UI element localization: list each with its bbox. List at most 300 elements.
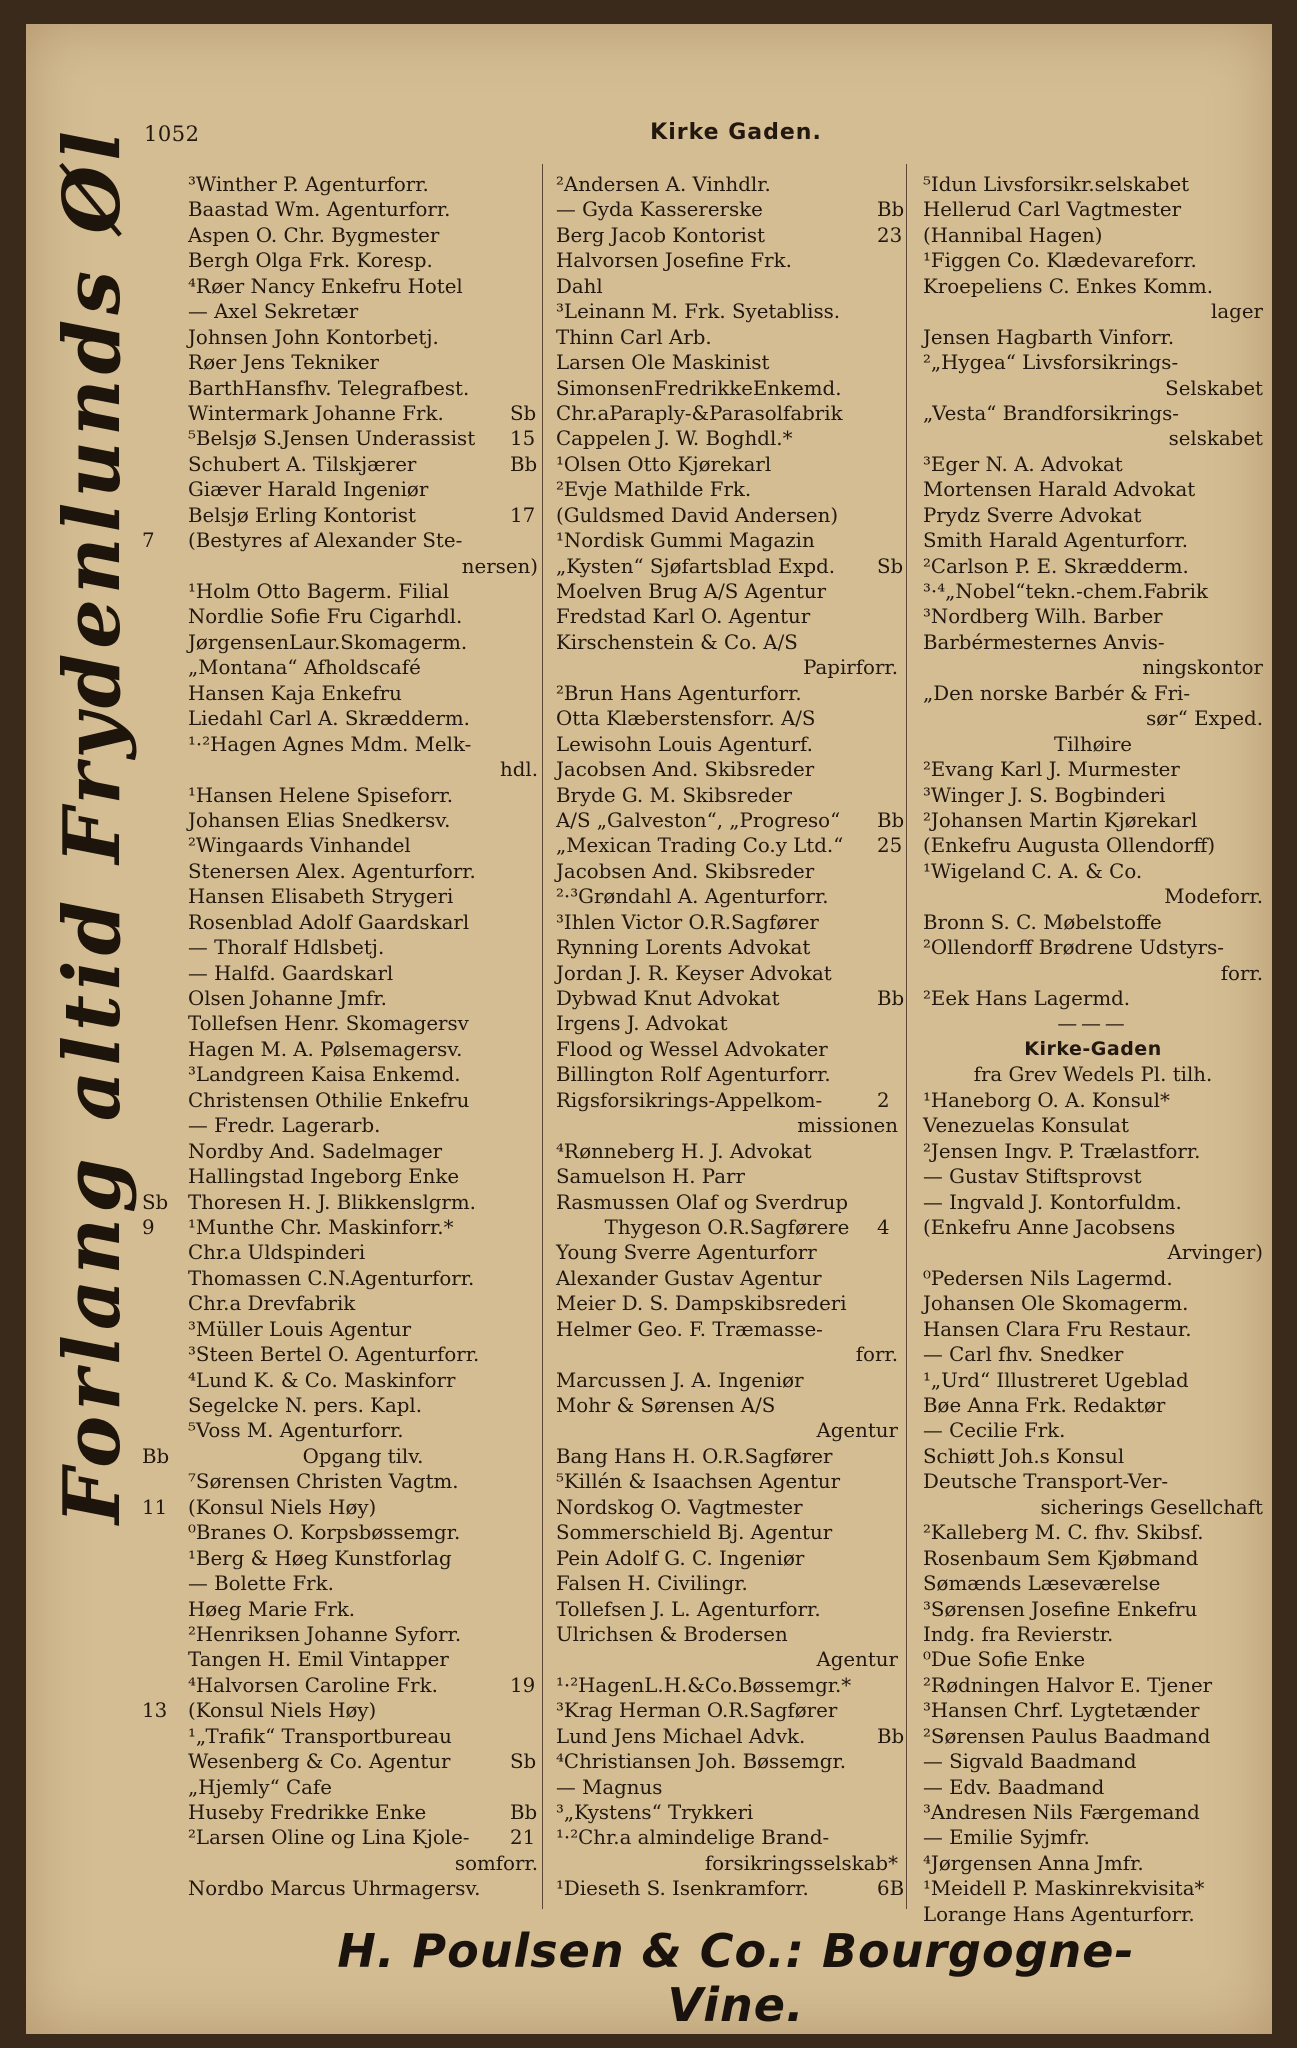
entry-text: Barbérmesternes Anvis- — [923, 630, 1165, 654]
entry-text: Venezuelas Konsulat — [923, 1114, 1129, 1138]
entry-text: BarthHansfhv. Telegrafbest. — [188, 376, 470, 400]
directory-entry — [188, 732, 538, 757]
entry-text: ³Leinann M. Frk. Syetabliss. — [556, 300, 841, 324]
entry-text: Hallingstad Ingeborg Enke — [188, 1165, 460, 1189]
directory-entry — [923, 401, 1263, 426]
entry-text: hdl. — [499, 758, 538, 782]
directory-entry — [188, 1088, 538, 1113]
entry-text: ²Wingaards Vinhandel — [188, 834, 411, 858]
entry-text: Berg Jacob Kontorist — [556, 223, 765, 247]
directory-entry — [923, 1597, 1263, 1622]
entry-text: forsikringsselskab* — [704, 1851, 898, 1875]
entry-text: Chr.a Uldspinderi — [188, 1241, 366, 1265]
directory-entry — [188, 197, 538, 222]
entry-text: Cappelen J. W. Boghdl.* — [556, 427, 793, 451]
entry-text: Ulrichsen & Brodersen — [556, 1622, 788, 1646]
directory-entry — [923, 1317, 1263, 1342]
directory-entry — [923, 1444, 1263, 1469]
directory-entry — [556, 1876, 898, 1901]
entry-text: ³Winther P. Agenturforr. — [188, 173, 429, 196]
entry-text: ²Sørensen Paulus Baadmand — [923, 1724, 1211, 1748]
entry-text: missionen — [797, 1114, 898, 1138]
entry-text: (Konsul Niels Høy) — [188, 1699, 377, 1723]
entry-text: ¹Munthe Chr. Maskinforr.* — [188, 1215, 454, 1239]
entry-text: Otta Klæberstensforr. A/S — [556, 707, 816, 731]
directory-entry — [556, 783, 898, 808]
directory-entry — [556, 1571, 898, 1596]
directory-entry — [923, 935, 1263, 960]
house-number: 9 — [142, 1215, 155, 1239]
directory-entry — [188, 401, 538, 426]
entry-text: Falsen H. Civilingr. — [556, 1572, 748, 1596]
entry-text: Johansen Ole Skomagerm. — [923, 1292, 1189, 1316]
directory-entry — [556, 910, 898, 935]
entry-text: Mohr & Sørensen A/S — [556, 1394, 776, 1417]
entry-text: ⁰Due Sofie Enke — [923, 1648, 1086, 1672]
entry-text: — Edv. Baadmand — [923, 1775, 1105, 1799]
directory-entry — [556, 1011, 898, 1036]
directory-entry — [923, 884, 1263, 909]
house-number: Bb — [877, 198, 905, 222]
entry-text: Halvorsen Josefine Frk. — [556, 249, 792, 273]
entry-text: (Hannibal Hagen) — [923, 223, 1103, 247]
entry-text: ³Andresen Nils Færgemand — [923, 1801, 1200, 1824]
entry-text: Kroepeliens C. Enkes Komm. — [923, 274, 1214, 298]
entry-text: Lund Jens Michael Advk. — [556, 1724, 806, 1748]
entry-text: Young Sverre Agenturforr — [556, 1241, 817, 1265]
house-number: Bb — [877, 1724, 905, 1748]
entry-text: — Thoralf Hdlsbetj. — [188, 936, 385, 960]
directory-entry — [923, 1698, 1263, 1723]
directory-entry — [923, 1011, 1263, 1036]
entry-text: Papirforr. — [803, 656, 898, 680]
directory-entry — [923, 248, 1263, 273]
entry-text: Belsjø Erling Kontorist — [188, 503, 416, 527]
entry-text: Fredstad Karl O. Agentur — [556, 605, 811, 629]
directory-entry — [142, 528, 538, 553]
entry-text: — Ingvald J. Kontorfuldm. — [923, 1190, 1182, 1214]
directory-entry — [188, 172, 538, 197]
entry-text: Flood og Wessel Advokater — [556, 1037, 828, 1061]
entry-text: Agentur — [816, 1648, 898, 1672]
entry-text: nersen) — [461, 554, 538, 578]
directory-entry — [877, 197, 1263, 222]
entry-text: ²Johansen Martin Kjørekarl — [923, 808, 1198, 832]
directory-entry — [556, 1342, 898, 1367]
entry-text: ¹Haneborg O. A. Konsul* — [923, 1088, 1170, 1112]
directory-entry — [556, 1368, 898, 1393]
directory-entry — [877, 1724, 1263, 1749]
directory-entry — [556, 1622, 898, 1647]
directory-column-1 — [142, 172, 538, 1902]
directory-entry — [188, 783, 538, 808]
directory-entry — [142, 1215, 538, 1240]
directory-entry — [188, 477, 538, 502]
entry-text: sicherings Gesellchaft — [1040, 1495, 1263, 1519]
entry-text: (Konsul Niels Høy) — [188, 1495, 377, 1519]
directory-entry — [556, 1393, 898, 1418]
entry-text: Modeforr. — [1164, 885, 1263, 909]
directory-entry — [510, 1749, 898, 1774]
directory-entry — [188, 833, 538, 858]
entry-text: Alexander Gustav Agentur — [556, 1266, 822, 1290]
house-number: Bb — [877, 808, 905, 832]
entry-text: „Den norske Barbér & Fri- — [923, 681, 1191, 705]
entry-text: (Bestyres af Alexander Ste- — [188, 529, 463, 553]
entry-text: ²„Hygea“ Livsforsikrings- — [923, 351, 1179, 375]
directory-entry — [556, 986, 898, 1011]
directory-entry — [923, 783, 1263, 808]
entry-text: ⁴Christiansen Joh. Bøssemgr. — [556, 1750, 847, 1774]
directory-entry — [556, 757, 898, 782]
entry-text: Bryde G. M. Skibsreder — [556, 783, 792, 807]
directory-entry — [877, 1088, 1263, 1113]
directory-entry — [923, 1520, 1263, 1545]
entry-text: „Mexican Trading Co.y Ltd.“ — [556, 834, 844, 858]
directory-column-3 — [877, 172, 1263, 1927]
entry-text: ¹Figgen Co. Klædevareforr. — [923, 249, 1197, 273]
entry-text: „Montana“ Afholdscafé — [188, 656, 421, 680]
directory-entry — [923, 1062, 1263, 1087]
column-divider — [906, 164, 907, 1909]
directory-entry — [188, 986, 538, 1011]
directory-entry — [556, 1037, 898, 1062]
house-number: 17 — [510, 503, 536, 527]
entry-text: ⁵Belsjø S.Jensen Underassist — [188, 427, 476, 451]
directory-entry — [188, 681, 538, 706]
directory-entry — [188, 376, 538, 401]
directory-entry — [188, 299, 538, 324]
entry-text: ⁴Jørgensen Anna Jmfr. — [923, 1851, 1144, 1875]
directory-entry — [877, 1876, 1263, 1901]
directory-entry — [556, 1597, 898, 1622]
entry-text: ²Evje Mathilde Frk. — [556, 478, 752, 502]
directory-entry — [556, 528, 898, 553]
directory-entry — [188, 706, 538, 731]
directory-entry — [923, 1190, 1263, 1215]
directory-entry — [556, 1495, 898, 1520]
directory-entry — [188, 1317, 538, 1342]
entry-text: — Cecilie Frk. — [923, 1419, 1066, 1443]
directory-entry — [923, 477, 1263, 502]
entry-text: ²Brun Hans Agenturforr. — [556, 681, 802, 705]
entry-text: Larsen Ole Maskinist — [556, 351, 770, 375]
directory-entry — [877, 554, 1263, 579]
entry-text: Dybwad Knut Advokat — [556, 987, 780, 1010]
directory-entry — [188, 1469, 538, 1494]
directory-entry — [510, 401, 898, 426]
entry-text: ¹Nordisk Gummi Magazin — [556, 529, 815, 553]
directory-entry — [556, 1062, 898, 1087]
directory-entry — [142, 1190, 538, 1215]
entry-text: Thygeson O.R.Sagførere — [604, 1215, 850, 1239]
house-number: 7 — [142, 529, 155, 553]
entry-text: — Magnus — [556, 1775, 663, 1799]
directory-entry — [923, 1775, 1263, 1800]
directory-entry — [188, 1546, 538, 1571]
entry-text: Arvinger) — [1167, 1241, 1263, 1265]
directory-entry — [142, 1495, 538, 1520]
directory-entry — [188, 655, 538, 680]
entry-text: Tollefsen Henr. Skomagersv — [188, 1012, 469, 1036]
entry-text: — Carl fhv. Snedker — [923, 1343, 1124, 1367]
entry-text: Bøe Anna Frk. Redaktør — [923, 1394, 1166, 1417]
directory-entry — [556, 1291, 898, 1316]
entry-text: „Vesta“ Brandforsikrings- — [923, 401, 1179, 425]
house-number: Bb — [877, 987, 905, 1010]
entry-text: ³Ihlen Victor O.R.Sagfører — [556, 910, 819, 934]
entry-text: fra Grev Wedels Pl. tilh. — [973, 1063, 1213, 1087]
directory-entry — [923, 1240, 1263, 1265]
footer-advertisement: H. Poulsen & Co.: Bourgogne-Vine. — [337, 1924, 1135, 2032]
entry-text: — Halfd. Gaardskarl — [188, 961, 394, 985]
directory-entry — [556, 197, 898, 222]
entry-text: A/S „Galveston“, „Progreso“ — [556, 808, 841, 832]
directory-entry — [188, 1800, 538, 1825]
directory-entry — [556, 1190, 898, 1215]
directory-entry — [923, 1368, 1263, 1393]
entry-text: Christensen Othilie Enkefru — [188, 1088, 470, 1112]
directory-entry — [510, 1673, 898, 1698]
directory-entry — [556, 655, 898, 680]
directory-entry — [188, 961, 538, 986]
entry-text: ¹„Trafik“ Transportbureau — [188, 1724, 452, 1748]
directory-entry — [556, 604, 898, 629]
entry-text: Moelven Brug A/S Agentur — [556, 580, 827, 603]
entry-text: Jacobsen And. Skibsreder — [556, 859, 815, 883]
side-advertisement: Forlang altid Frydenlunds Øl — [47, 126, 138, 1524]
directory-entry — [188, 1749, 538, 1774]
directory-entry — [188, 604, 538, 629]
directory-entry — [142, 1698, 538, 1723]
entry-text: ¹„Urd“ Illustreret Ugeblad — [923, 1368, 1189, 1392]
entry-text: ⁵Voss M. Agenturforr. — [188, 1419, 404, 1443]
entry-text: Hellerud Carl Vagtmester — [923, 198, 1182, 222]
entry-text: Rigsforsikrings-Appelkom- — [556, 1088, 823, 1112]
directory-entry — [923, 961, 1263, 986]
entry-text: Bronn S. C. Møbelstoffe — [923, 910, 1162, 934]
entry-text: Olsen Johanne Jmfr. — [188, 987, 387, 1010]
entry-text: ¹·²Hagen Agnes Mdm. Melk- — [188, 732, 472, 756]
directory-entry — [188, 1062, 538, 1087]
directory-entry — [923, 757, 1263, 782]
directory-entry — [556, 325, 898, 350]
entry-text: Bang Hans H. O.R.Sagfører — [556, 1444, 833, 1468]
entry-text: ⁴Røer Nancy Enkefru Hotel — [188, 274, 463, 298]
directory-entry — [923, 1139, 1263, 1164]
directory-entry — [556, 706, 898, 731]
entry-text: Huseby Fredrikke Enke — [188, 1801, 427, 1824]
directory-entry — [510, 1825, 898, 1850]
directory-entry — [188, 426, 538, 451]
directory-entry — [556, 1647, 898, 1672]
directory-entry — [556, 1113, 898, 1138]
entry-text: Samuelson H. Parr — [556, 1165, 745, 1189]
entry-text: ⁵Idun Livsforsikr.selskabet — [923, 173, 1190, 196]
entry-text: ¹Holm Otto Bagerm. Filial — [188, 580, 450, 603]
entry-text: Jensen Hagbarth Vinforr. — [923, 325, 1175, 349]
directory-entry — [923, 1571, 1263, 1596]
entry-text: somforr. — [454, 1851, 538, 1875]
directory-entry — [556, 630, 898, 655]
entry-text: SimonsenFredrikkeEnkemd. — [556, 376, 842, 400]
directory-entry — [188, 1597, 538, 1622]
directory-entry — [923, 1113, 1263, 1138]
entry-text: Hagen M. A. Pølsemagersv. — [188, 1037, 463, 1061]
directory-entry — [556, 833, 898, 858]
entry-text: Giæver Harald Ingeniør — [188, 478, 429, 502]
directory-entry — [877, 808, 1263, 833]
directory-entry — [923, 604, 1263, 629]
directory-entry — [188, 350, 538, 375]
entry-text: Smith Harald Agenturforr. — [923, 529, 1188, 553]
directory-entry — [556, 248, 898, 273]
directory-entry — [923, 681, 1263, 706]
entry-text: Hansen Elisabeth Strygeri — [188, 885, 454, 909]
directory-entry — [556, 579, 898, 604]
directory-entry — [188, 1520, 538, 1545]
house-number: 2 — [877, 1088, 890, 1112]
directory-entry — [188, 1673, 538, 1698]
entry-text: Segelcke N. pers. Kapl. — [188, 1394, 423, 1417]
entry-text: ²Carlson P. E. Skrædderm. — [923, 554, 1189, 578]
directory-entry — [188, 248, 538, 273]
entry-text: Helmer Geo. F. Træmasse- — [556, 1317, 823, 1341]
directory-entry — [556, 172, 898, 197]
directory-entry — [556, 376, 898, 401]
directory-entry — [188, 1418, 538, 1443]
entry-text: Deutsche Transport-Ver- — [923, 1470, 1169, 1494]
directory-entry — [923, 732, 1263, 757]
directory-entry — [188, 1876, 538, 1901]
directory-entry — [188, 910, 538, 935]
directory-entry — [188, 1291, 538, 1316]
directory-entry — [877, 833, 1263, 858]
entry-text: Nordby And. Sadelmager — [188, 1139, 443, 1163]
entry-text: Nordbo Marcus Uhrmagersv. — [188, 1877, 481, 1901]
entry-text: Prydz Sverre Advokat — [923, 503, 1142, 527]
directory-entry — [510, 503, 898, 528]
entry-text: Rasmussen Olaf og Sverdrup — [556, 1190, 849, 1214]
directory-entry — [923, 706, 1263, 731]
directory-entry — [923, 274, 1263, 299]
entry-text: selskabet — [1168, 427, 1263, 451]
directory-entry — [188, 1037, 538, 1062]
entry-text: Irgens J. Advokat — [556, 1012, 728, 1036]
directory-entry — [923, 1469, 1263, 1494]
house-number: 15 — [510, 427, 536, 451]
entry-text: Schubert A. Tilskjærer — [188, 452, 417, 476]
entry-text: Kirke-Gaden — [1024, 1037, 1162, 1060]
entry-text: Nordskog O. Vagtmester — [556, 1495, 803, 1519]
house-number: 25 — [877, 834, 903, 858]
entry-text: ²Larsen Oline og Lina Kjole- — [188, 1826, 470, 1850]
directory-entry — [556, 1240, 898, 1265]
entry-text: ⁰Branes O. Korpsbøssemgr. — [188, 1521, 461, 1545]
entry-text: ³·⁴„Nobel“tekn.-chem.Fabrik — [923, 580, 1208, 603]
section-heading — [923, 1037, 1263, 1062]
directory-entry — [923, 1418, 1263, 1443]
directory-entry — [556, 1469, 898, 1494]
directory-entry — [923, 1393, 1263, 1418]
house-number: Bb — [142, 1444, 170, 1468]
directory-entry — [556, 477, 898, 502]
entry-text: Rynning Lorents Advokat — [556, 936, 811, 960]
entry-text: Lorange Hans Agenturforr. — [923, 1902, 1195, 1926]
directory-entry — [188, 503, 538, 528]
entry-text: Chr.aParaply-&Parasolfabrik — [556, 401, 843, 425]
directory-entry — [556, 1444, 898, 1469]
entry-text: Tilhøire — [1054, 732, 1132, 756]
entry-text: Mortensen Harald Advokat — [923, 478, 1196, 502]
directory-entry — [923, 910, 1263, 935]
directory-entry — [923, 1749, 1263, 1774]
entry-text: lager — [1211, 300, 1263, 324]
entry-text: Opgang tilv. — [302, 1444, 424, 1468]
entry-text: Hansen Clara Fru Restaur. — [923, 1317, 1192, 1341]
directory-entry — [923, 1546, 1263, 1571]
directory-column-2 — [510, 172, 898, 1902]
entry-text: Stenersen Alex. Agenturforr. — [188, 859, 476, 883]
directory-entry — [510, 426, 898, 451]
directory-entry — [923, 350, 1263, 375]
directory-entry — [188, 554, 538, 579]
directory-entry — [188, 1775, 538, 1800]
directory-entry — [188, 1622, 538, 1647]
directory-entry — [923, 452, 1263, 477]
entry-text: Sommerschield Bj. Agentur — [556, 1521, 833, 1545]
directory-entry — [188, 274, 538, 299]
entry-text: — Emilie Syjmfr. — [923, 1826, 1090, 1850]
directory-entry — [188, 1393, 538, 1418]
directory-entry — [188, 1240, 538, 1265]
directory-entry — [556, 732, 898, 757]
entry-text: ²Ollendorff Brødrene Udstyrs- — [923, 936, 1224, 960]
house-number: 11 — [142, 1495, 168, 1519]
entry-text: JørgensenLaur.Skomagerm. — [188, 630, 468, 654]
directory-entry — [188, 808, 538, 833]
house-number: Sb — [877, 554, 904, 578]
entry-text: Kirschenstein & Co. A/S — [556, 630, 798, 654]
entry-text: ²Evang Karl J. Murmester — [923, 758, 1180, 782]
entry-text: — Fredr. Lagerarb. — [188, 1114, 381, 1138]
directory-page — [26, 24, 1272, 2034]
entry-text: Dahl — [556, 274, 603, 298]
directory-entry — [188, 859, 538, 884]
directory-entry — [556, 1520, 898, 1545]
entry-text: Johansen Elias Snedkersv. — [188, 808, 451, 832]
entry-text: Sømænds Læseværelse — [923, 1572, 1161, 1596]
entry-text: Thomassen C.N.Agenturforr. — [188, 1266, 475, 1290]
directory-entry — [188, 935, 538, 960]
directory-entry — [556, 1851, 898, 1876]
directory-entry — [923, 1495, 1263, 1520]
entry-text: ⁴Lund K. & Co. Maskinforr — [188, 1368, 456, 1392]
directory-entry — [923, 1647, 1263, 1672]
directory-entry — [556, 1215, 898, 1240]
directory-entry — [877, 223, 1263, 248]
entry-text: Agentur — [816, 1419, 898, 1443]
directory-entry — [188, 1571, 538, 1596]
entry-text: (Enkefru Augusta Ollendorff) — [923, 834, 1216, 858]
entry-text: ³Müller Louis Agentur — [188, 1317, 412, 1341]
directory-entry — [556, 1266, 898, 1291]
entry-text: ²Jensen Ingv. P. Trælastforr. — [923, 1139, 1201, 1163]
directory-entry — [923, 1673, 1263, 1698]
directory-entry — [188, 884, 538, 909]
directory-entry — [923, 503, 1263, 528]
entry-text: Thoresen H. J. Blikkenslgrm. — [188, 1190, 476, 1214]
